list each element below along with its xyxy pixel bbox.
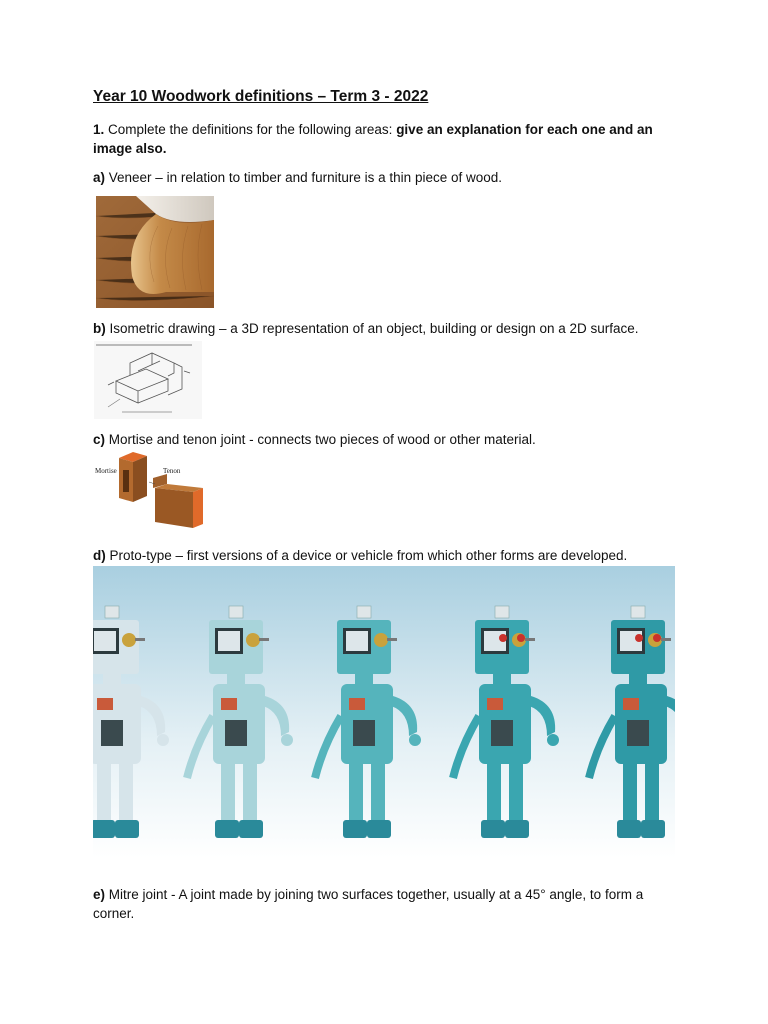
item-b-definition	[93, 319, 683, 338]
item-a-definition	[93, 168, 683, 187]
item-d-definition	[93, 546, 683, 565]
isometric-drawing-image	[94, 341, 202, 419]
item-d-letter: d)	[93, 548, 106, 563]
item-e-text: Mitre joint - A joint made by joining two surfaces together, usually at a 45° angle, to form a corner.	[93, 887, 644, 921]
veneer-image	[96, 196, 214, 308]
item-c-text: Mortise and tenon joint - connects two pieces of wood or other material.	[105, 432, 536, 447]
instruction-emphasis: give an explanation for each one and an image also.	[93, 122, 653, 156]
item-a-letter: a)	[93, 170, 106, 185]
document-title: Year 10 Woodwork definitions – Term 3 - 2022	[93, 88, 429, 105]
item-c-letter: c)	[93, 432, 106, 447]
prototype-robots-image	[93, 566, 675, 858]
tenon-label: Tenon	[163, 467, 181, 475]
instruction-paragraph	[93, 120, 683, 158]
item-c-definition	[93, 430, 683, 449]
item-b-text: Isometric drawing – a 3D representation of an object, building or design on a 2D surface.	[105, 321, 639, 336]
item-e-letter: e)	[93, 887, 106, 902]
instruction-text: Complete the definitions for the following areas:	[104, 122, 397, 137]
item-d-text: Proto-type – first versions of a device or vehicle from which other forms are developed.	[105, 548, 628, 563]
item-a-text: Veneer – in relation to timber and furniture is a thin piece of wood.	[105, 170, 502, 185]
mortise-tenon-image	[93, 448, 209, 536]
item-e-definition	[93, 885, 683, 923]
item-b-letter: b)	[93, 321, 106, 336]
mortise-label: Mortise	[95, 467, 117, 475]
question-number: 1.	[93, 122, 105, 137]
